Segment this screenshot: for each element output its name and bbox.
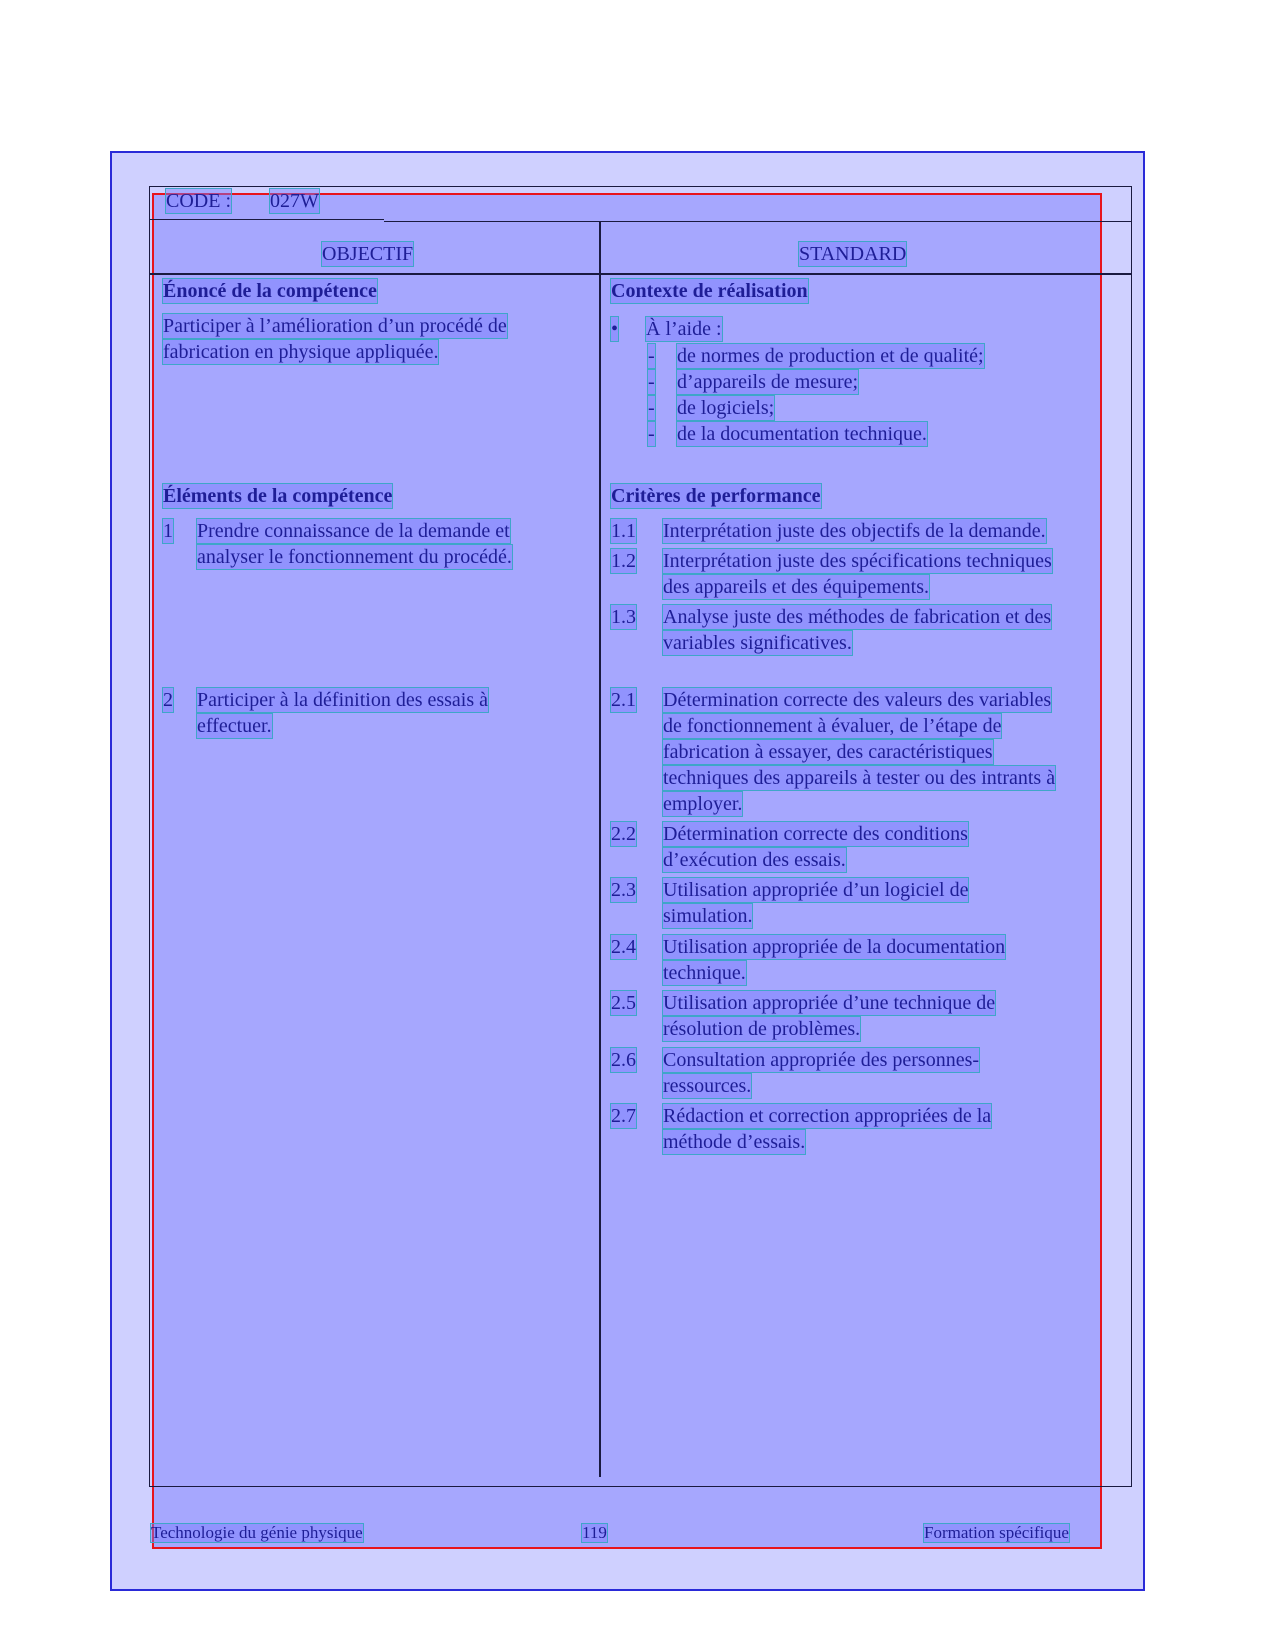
- critere-line: Utilisation appropriée de la documentation: [663, 936, 1006, 958]
- bullet: •: [611, 318, 619, 340]
- critere-number: 2.4: [611, 936, 636, 958]
- critere-number: 1.1: [611, 520, 636, 542]
- critere-line: résolution de problèmes.: [663, 1018, 861, 1040]
- critere-line: Rédaction et correction appropriées de la: [663, 1105, 992, 1127]
- critere-number: 2.2: [611, 823, 636, 845]
- critere-line: Détermination correcte des valeurs des variables: [663, 689, 1052, 711]
- element-line: Prendre connaissance de la demande et: [197, 520, 510, 542]
- critere-number: 1.3: [611, 606, 636, 628]
- critere-number: 2.6: [611, 1049, 636, 1071]
- aide-item: d’appareils de mesure;: [677, 371, 859, 393]
- contexte-title: Contexte de réalisation: [611, 280, 808, 302]
- enonce-line: fabrication en physique appliquée.: [163, 341, 439, 363]
- criteres-title: Critères de performance: [611, 485, 821, 507]
- code-value: 027W: [270, 190, 319, 212]
- critere-line: Utilisation appropriée d’une technique de: [663, 992, 996, 1014]
- element-line: effectuer.: [197, 715, 272, 737]
- critere-line: Interprétation juste des objectifs de la demande.: [663, 520, 1046, 542]
- critere-line: Détermination correcte des conditions: [663, 823, 968, 845]
- element-line: Participer à la définition des essais à: [197, 689, 489, 711]
- aide-item: de logiciels;: [677, 397, 775, 419]
- header-separator: [149, 273, 1132, 275]
- footer-section: Formation spécifique: [924, 1523, 1069, 1542]
- aide-label: À l’aide :: [646, 318, 722, 340]
- dash: -: [648, 371, 655, 393]
- objectif-heading: OBJECTIF: [322, 243, 414, 265]
- page-number: 119: [582, 1523, 607, 1542]
- critere-number: 2.7: [611, 1105, 636, 1127]
- header-top-line: [384, 221, 1132, 222]
- critere-line: fabrication à essayer, des caractéristiques: [663, 741, 993, 763]
- element-line: analyser le fonctionnement du procédé.: [197, 546, 512, 568]
- critere-number: 2.3: [611, 879, 636, 901]
- critere-line: Utilisation appropriée d’un logiciel de: [663, 879, 969, 901]
- elements-title: Éléments de la compétence: [163, 485, 393, 507]
- critere-line: Consultation appropriée des personnes-: [663, 1049, 980, 1071]
- dash: -: [648, 423, 655, 445]
- enonce-line: Participer à l’amélioration d’un procédé de: [163, 315, 507, 337]
- critere-line: employer.: [663, 793, 743, 815]
- column-divider: [599, 222, 601, 1477]
- code-underline: [150, 219, 384, 220]
- code-label: CODE :: [166, 190, 231, 212]
- critere-line: techniques des appareils à tester ou des intrants à: [663, 767, 1056, 789]
- aide-item: de la documentation technique.: [677, 423, 927, 445]
- footer-program: Technologie du génie physique: [151, 1523, 363, 1542]
- dash: -: [648, 397, 655, 419]
- critere-line: Analyse juste des méthodes de fabrication et des: [663, 606, 1052, 628]
- table-border: [149, 186, 1132, 1487]
- critere-line: de fonctionnement à évaluer, de l’étape de: [663, 715, 1002, 737]
- critere-line: simulation.: [663, 905, 753, 927]
- critere-number: 1.2: [611, 550, 636, 572]
- standard-heading: STANDARD: [799, 243, 907, 265]
- element-number: 2: [163, 689, 173, 711]
- element-number: 1: [163, 520, 173, 542]
- dash: -: [648, 345, 655, 367]
- aide-item: de normes de production et de qualité;: [677, 345, 984, 367]
- critere-line: d’exécution des essais.: [663, 849, 846, 871]
- critere-line: Interprétation juste des spécifications techniques: [663, 550, 1052, 572]
- critere-line: variables significatives.: [663, 632, 852, 654]
- critere-number: 2.1: [611, 689, 636, 711]
- enonce-title: Énoncé de la compétence: [163, 280, 377, 302]
- critere-line: des appareils et des équipements.: [663, 576, 930, 598]
- critere-line: ressources.: [663, 1075, 752, 1097]
- critere-number: 2.5: [611, 992, 636, 1014]
- critere-line: technique.: [663, 962, 746, 984]
- critere-line: méthode d’essais.: [663, 1131, 806, 1153]
